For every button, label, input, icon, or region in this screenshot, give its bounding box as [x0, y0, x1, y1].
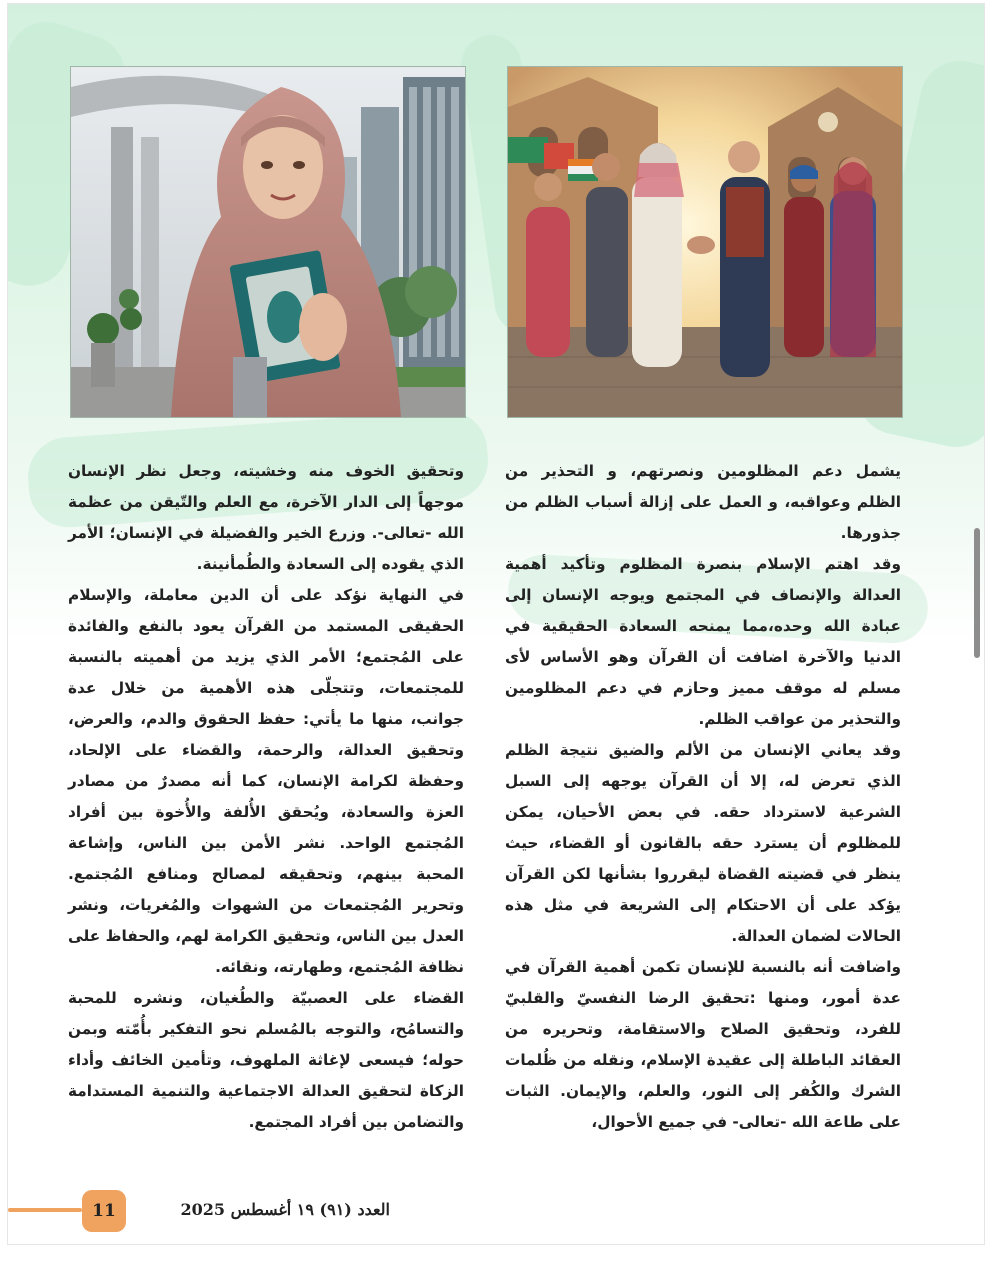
paragraph: وتحقيق الخوف منه وخشيته، وجعل نظر الإنسان موجهاً إلى الدار الآخرة، مع العلم والتّيقن من عظمة الله -تعالى-. وزرع الخير والفضيلة في الإنسان؛ الأمر الذي يقوده إلى السعادة والطُمأنينة.: [68, 462, 464, 573]
magazine-page: [8, 4, 984, 1244]
photo-woman-holding-quran: [70, 66, 466, 418]
paragraph: يشمل دعم المظلومين ونصرتهم، و التحذير من الظلم وعواقبه، و العمل على إزالة أسباب الظلم من جذورها.: [505, 462, 901, 542]
paragraph: واضافت أنه بالنسبة للإنسان تكمن أهمية القرآن في عدة أمور، ومنها :تحقيق الرضا النفسيّ والقلبيّ للفرد، وتحقيق الصلاح والاستقامة، وتحريره من العقائد الباطلة إلى عقيدة الإسلام، ونقله من ظُلمات الشرك والكُفر إلى النور، والعلم، والإيمان. الثبات على طاعة الله -تعالى- في جميع الأحوال،: [505, 958, 901, 1131]
paragraph: وقد اهتم الإسلام بنصرة المظلوم وتأكيد أهمية العدالة والإنصاف في المجتمع ويوجه الإنسان إلى عبادة الله وحده،مما يمنحه السعادة الحقيقية في الدنيا والآخرة اضافت أن القرآن وهو الأساس لأى مسلم له موقف مميز وحازم في دعم المظلومين والتحذير من عواقب الظلم.: [505, 555, 901, 728]
photo-people-shaking-hands: [507, 66, 903, 418]
footer-accent-line: [8, 1208, 82, 1212]
page-number: 11: [82, 1190, 126, 1232]
paragraph: في النهاية نؤكد على أن الدين معاملة، والإسلام الحقيقى المستمد من القرآن يعود بالنفع والفائدة على المُجتمع؛ الأمر الذي يزيد من أهميته بالنسبة للمجتمعات، وتتجلّى هذه الأهمية من خلال عدة جوانب، منها ما يأتي: حفظ الحقوق والدم، والعرض، وتحقيق العدالة، والرحمة، والقضاء على الإلحاد، وحفظة لكرامة الإنسان، كما أنه مصدرٌ من مصادر العزة والسعادة، ويُحقق الأُلفة والأُخوة بين أفراد المُجتمع الواحد. نشر الأمن بين الناس، وإشاعة المحبة بينهم، وتحقيقه لمصالح ومنافع المُجتمع. وتحرير المُجتمعات من الشهوات والمُغريات، ونشر العدل بين الناس، وتحقيق الكرامة لهم، والحفاظ على نظافة المُجتمع، وطهارته، ونقائه.: [68, 586, 464, 976]
article-column-right: [505, 456, 901, 1138]
scrollbar[interactable]: [974, 528, 980, 658]
issue-date: العدد (٩١) ١٩ أغسطس 2025: [180, 1200, 390, 1219]
article-column-left: [68, 456, 464, 1138]
paragraph: القضاء على العصبيّة والطُغيان، ونشره للمحبة والتسامُح، والتوجه بالمُسلم نحو التفكير بأُمّته وبمن حوله؛ فيسعى لإغاثة الملهوف، وتأمين الخائف وأداء الزكاة لتحقيق العدالة الاجتماعية والتنمية المستدامة والتضامن بين أفراد المجتمع.: [68, 989, 464, 1131]
paragraph: وقد يعاني الإنسان من الألم والضيق نتيجة الظلم الذي تعرض له، إلا أن القرآن يوجهه إلى السبل الشرعية لاسترداد حقه. في بعض الأحيان، يمكن للمظلوم أن يسترد حقه بالقانون أو القضاء، حيث ينظر في قضيته القضاة ليقرروا بشأنها لكن القرآن يؤكد على أن الاحتكام إلى الشريعة في مثل هذه الحالات لضمان العدالة.: [505, 741, 901, 945]
